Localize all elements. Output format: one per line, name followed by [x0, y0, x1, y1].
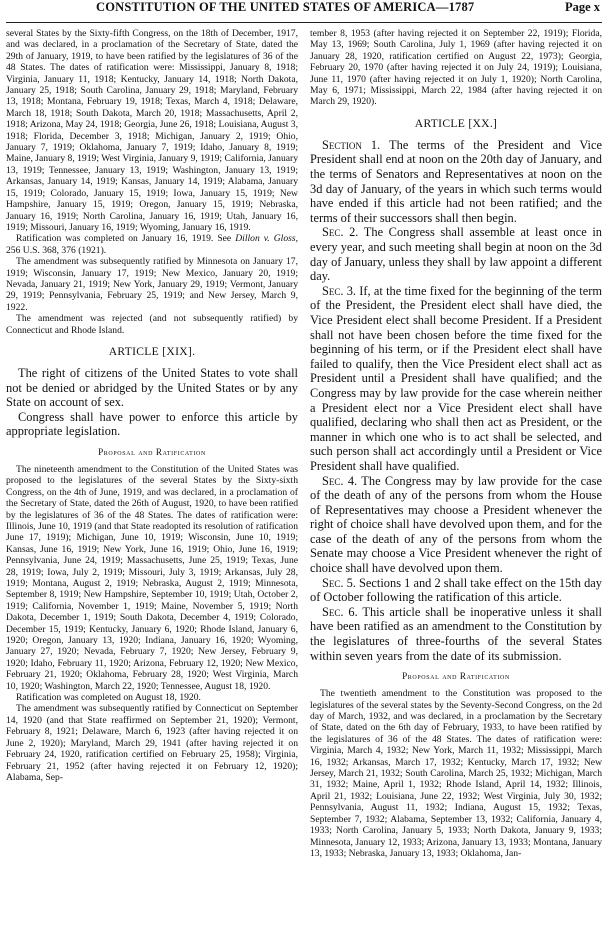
- ratification-text-18: several States by the Sixty-fifth Congress, on the 18th of December, 1917, and was declared, in a proclamation of the Secretary of State, dated the 29th of January, 1919, to have been ratified by the legislatures of 36 of the 48 States. The dates of ratification were: Mississippi, January 8, 1918; Virginia, January 11, 1918; Kentucky, January 14, 1918; North Dakota, January 25, 1918; South Carolina, January 29, 1918; Maryland, February 13, 1918; Montana, February 19, 1918; Texas, March 4, 1918; Delaware, March 18, 1918; South Dakota, March 20, 1918; Massachusetts, April 2, 1918; Arizona, May 24, 1918; Georgia, June 26, 1918; Louisiana, August 3, 1918; Florida, December 3, 1918; Michigan, January 2, 1919; Ohio, January 7, 1919; Oklahoma, January 7, 1919; Idaho, January 8, 1919; Maine, January 8, 1919; West Virginia, January 9, 1919; California, January 13, 1919; Tennessee, January 13, 1919; Washington, January 13, 1919; Arkansas, January 14, 1919; Kansas, January 14, 1919; Alabama, January 15, 1919; Colorado, January 15, 1919; Iowa, January 15, 1919; New Hampshire, January 15, 1919; Oregon, January 15, 1919; Nebraska, January 16, 1919; North Carolina, January 16, 1919; Utah, January 16, 1919; Missouri, January 16, 1919; Wyoming, January 16, 1919.: [6, 28, 299, 233]
- completion-note: Ratification was completed on January 16, 1919. See Dillon v. Gloss, 256 U.S. 368, 376 (1921).: [6, 233, 298, 256]
- ratification-text-20: The twentieth amendment to the Constitution was proposed to the legislatures of the several states by the Seventy-Second Congress, on the 2d day of March, 1932, and was declared, in a proclamation by the Secretary of State, dated on the 6th day of February, 1933, to have been ratified by the legislatures of 36 of the 48 States. The dates of ratification were: Virginia, March 4, 1932; New York, March 11, 1932; Mississippi, March 16, 1932; Arkansas, March 17, 1932; Kentucky, March 17, 1932; New Jersey, March 21, 1932; South Carolina, March 25, 1932; Michigan, March 31, 1932; Maine, April 1, 1932; Rhode Island, April 14, 1932; Illinois, April 21, 1932; Louisiana, June 22, 1932; West Virginia, July 30, 1932; Pennsylvania, August 11, 1932; Indiana, August 15, 1932; Texas, September 7, 1932; Alabama, September 13, 1932; California, January 4, 1933; North Carolina, January 5, 1933; North Dakota, January 9, 1933; Minnesota, January 12, 1933; Arizona, January 13, 1933; Montana, January 13, 1933; Nebraska, January 13, 1933; Oklahoma, Jan-: [310, 688, 602, 859]
- left-column: [6, 28, 298, 859]
- proposal-heading-20: Proposal and Ratification: [402, 671, 510, 682]
- subsequent-ratification: The amendment was subsequently ratified by Minnesota on January 17, 1919; Wisconsin, January 17, 1919; New Mexico, January 20, 1919; Nevada, January 21, 1919; New York, January 29, 1919; Vermont, January 29, 1919; Pennsylvania, February 25, 1919; and New Jersey, March 9, 1922.: [6, 256, 298, 313]
- rejection-note: The amendment was rejected (and not subsequently ratified) by Connecticut and Rhode Island.: [6, 313, 298, 336]
- subsequent-ratification-19: The amendment was subsequently ratified by Connecticut on September 14, 1920 (and that State reaffirmed on September 21, 1920); Vermont, February 8, 1921; Delaware, March 6, 1923 (after having rejected it on June 2, 1920); Maryland, March 29, 1941 (after having rejected it on February 24, 1920, ratification certified on February 25, 1958); Virginia, February 21, 1952 (after having rejected it on February 12, 1920); Alabama, Sep-: [6, 703, 298, 783]
- article-19-heading: ARTICLE [XIX].: [108, 344, 196, 358]
- section-2: Sec. 2. The Congress shall assemble at least once in every year, and such meeting shall begin at noon on the 3d day of January, unless they shall by law appoint a different day.: [310, 225, 602, 284]
- ratification-text-19: The nineteenth amendment to the Constitution of the United States was proposed to the legislatures of the several States by the Sixty-sixth Congress, on the 4th of June, 1919, and was declared, in a proclamation of the Secretary of State, dated the 26th of August, 1920, to have been ratified by the legislatures of 36 of the 48 States. The dates of ratification were: Illinois, June 10, 1919 (and that State readopted its resolution of ratification June 17, 1919); Michigan, June 10, 1919; Wisconsin, June 10, 1919; Kansas, June 16, 1919; New York, June 16, 1919; Ohio, June 16, 1919; Pennsylvania, June 24, 1919; Massachusetts, June 25, 1919; Texas, June 28, 1919; Iowa, July 2, 1919; Missouri, July 3, 1919; Arkansas, July 28, 1919; Montana, August 2, 1919; Nebraska, August 2, 1919; Minnesota, September 8, 1919; New Hampshire, September 10, 1919; Utah, October 2, 1919; California, November 1, 1919; Maine, November 5, 1919; North Dakota, December 1, 1919; South Dakota, December 4, 1919; Colorado, December 15, 1919; Kentucky, January 6, 1920; Rhode Island, January 6, 1920; Oregon, January 13, 1920; Indiana, January 16, 1920; Wyoming, January 27, 1920; Nevada, February 7, 1920; New Jersey, February 9, 1920; Idaho, February 11, 1920; Arizona, February 12, 1920; New Mexico, February 21, 1920; Oklahoma, February 28, 1920; West Virginia, March 10, 1920; Washington, March 22, 1920; Tennessee, August 18, 1920.: [6, 463, 298, 692]
- section-5: Sec. 5. Sections 1 and 2 shall take effect on the 15th day of October following the ratification of this article.: [310, 575, 602, 605]
- article-19-clause-1: The right of citizens of the United States to vote shall not be denied or abridged by the United States or by any State on account of sex.: [6, 365, 298, 410]
- section-3: Sec. 3. If, at the time fixed for the beginning of the term of the President, the President elect shall have died, the Vice President elect shall become President. If a President shall not have been chosen before the time fixed for the beginning of his term, or if the President elect shall have failed to qualify, then the Vice President elect shall act as President until a President shall have qualified; and the Congress may by law provide for the case wherein neither a President elect nor a Vice President elect shall have qualified, declaring who shall then act as President, or the manner in which one who is to act shall be selected, and such person shall act accordingly until a President or Vice President shall have qualified.: [310, 283, 602, 473]
- case-citation: Dillon v. Gloss: [235, 233, 296, 245]
- running-title: CONSTITUTION OF THE UNITED STATES OF AMERICA—1787: [96, 0, 475, 14]
- proposal-heading-19: Proposal and Ratification: [98, 446, 206, 457]
- section-6: Sec. 6. This article shall be inoperative unless it shall have been ratified as an amendment to the Constitution by the legislatures of three-fourths of the several States within seven years from the date of its submission.: [310, 604, 602, 663]
- right-column: [310, 28, 602, 859]
- section-1: Section 1. The terms of the President and Vice President shall end at noon on the 20th day of January, and the terms of Senators and Representatives at noon on the 3d day of January, of the years in which such terms would have ended if this article had not been ratified; and the terms of their successors shall then begin.: [310, 137, 603, 225]
- article-19-clause-2: Congress shall have power to enforce this article by appropriate legislation.: [6, 409, 298, 439]
- section-4: Sec. 4. The Congress may by law provide for the case of the death of any of the persons from whom the House of Representatives may choose a President whenever the right of choice shall have devolved upon them, and for the case of the death of any of the persons from whom the Senate may choose a Vice President whenever the right of choice shall have devolved upon them.: [310, 473, 602, 576]
- two-column-body: [6, 28, 602, 859]
- ratification-continuation: tember 8, 1953 (after having rejected it on September 22, 1919); Florida, May 13, 1969; South Carolina, July 1, 1969 (after having rejected it on January 28, 1920, ratification certified on August 22, 1973); Georgia, February 20, 1970 (after having rejected it on July 24, 1919); Louisiana, June 11, 1970 (after having rejected it on July 1, 1920); North Carolina, May 6, 1971; Mississippi, March 22, 1984 (after having rejected it on March 29, 1920).: [310, 28, 602, 108]
- page-header: [6, 0, 602, 23]
- completion-note-19: Ratification was completed on August 18, 1920.: [16, 692, 201, 704]
- article-20-heading: ARTICLE [XX.]: [414, 116, 498, 130]
- page-number: Page x: [564, 0, 600, 14]
